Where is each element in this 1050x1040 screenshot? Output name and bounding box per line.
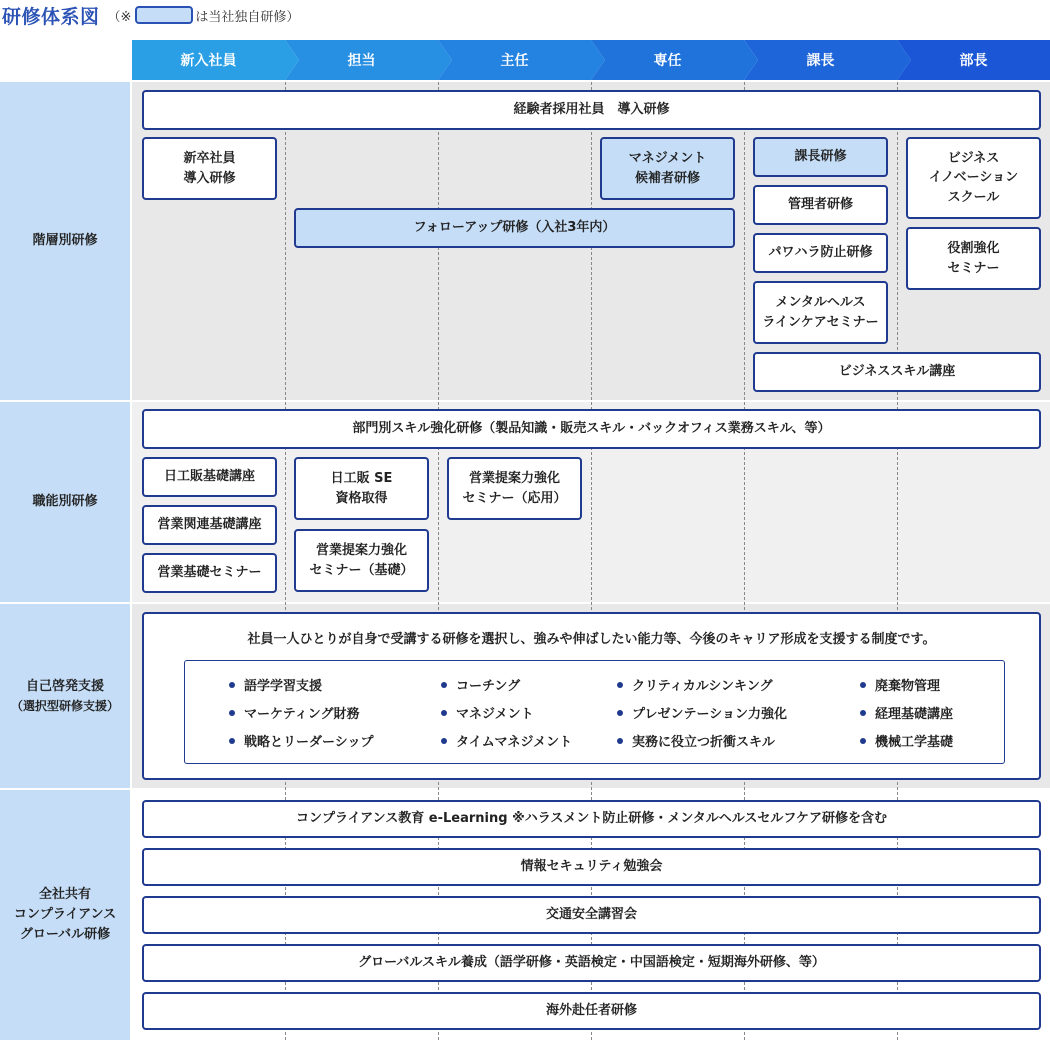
header-level-bucho: 部長 <box>959 53 988 69</box>
row-label-zensha-line: グローバル研修 <box>19 927 111 943</box>
row-label-zensha <box>0 790 130 1040</box>
header-level-sennin: 専任 <box>653 53 682 69</box>
list-item: 機械工学基礎 <box>860 731 953 750</box>
training-label-line: スクール <box>947 189 1000 205</box>
training-eigyo-kiso-seminar <box>142 553 277 593</box>
training-mental-health <box>753 281 888 344</box>
list-item: 語学学習支援 <box>229 675 322 694</box>
bullet-icon <box>860 682 866 688</box>
training-business-innovation <box>906 137 1041 219</box>
training-label: 部門別スキル強化研修（製品知識・販売スキル・バックオフィス業務スキル、等） <box>352 421 831 437</box>
training-label: 情報セキュリティ勉強会 <box>520 859 663 875</box>
bullet-icon <box>617 738 623 744</box>
training-nikko-kiso <box>142 457 277 497</box>
training-label: 営業関連基礎講座 <box>157 517 262 533</box>
header-level-shinnyu: 新入社員 <box>180 53 237 69</box>
header-level-tanto: 担当 <box>347 53 376 69</box>
training-label-line: 導入研修 <box>183 170 236 186</box>
legend-swatch <box>135 6 193 24</box>
training-label: フォローアップ研修（入社3年内） <box>413 220 616 236</box>
bullet-icon <box>617 710 623 716</box>
title-note-close: は当社独自研修） <box>195 9 300 25</box>
training-label-line: ラインケアセミナー <box>762 314 879 330</box>
training-label-line: 日工販 SE <box>330 471 393 486</box>
bullet-icon <box>229 682 235 688</box>
training-compliance-elearning <box>142 800 1041 838</box>
training-follow-up <box>294 208 735 248</box>
row-label-kaiso-text: 階層別研修 <box>32 232 98 248</box>
training-label: 管理者研修 <box>787 197 853 213</box>
jiko-description: 社員一人ひとりが自身で受講する研修を選択し、強みや伸ばしたい能力等、今後のキャリア形成を支援する制度です。 <box>247 632 936 647</box>
training-keiken-donyu <box>142 90 1041 130</box>
bullet-icon <box>441 682 447 688</box>
training-business-skill <box>753 352 1041 392</box>
title-note-open: （※ <box>107 9 132 25</box>
training-teian-oyo <box>447 457 582 520</box>
training-label-line: セミナー <box>947 260 1000 276</box>
training-overseas-assignee <box>142 992 1041 1030</box>
row-label-jiko <box>0 604 130 788</box>
title-note <box>108 6 300 25</box>
list-item: クリティカルシンキング <box>617 675 773 694</box>
training-shinsotsu-donyu <box>142 137 277 200</box>
training-label-line: 新卒社員 <box>183 151 236 166</box>
bullet-icon <box>441 738 447 744</box>
header-level-shunin: 主任 <box>500 53 529 69</box>
training-label-line: 候補者研修 <box>634 170 700 186</box>
list-item: 戦略とリーダーシップ <box>229 731 373 750</box>
list-item: コーチング <box>441 675 520 694</box>
training-global-skill <box>142 944 1041 982</box>
bullet-icon <box>617 682 623 688</box>
training-label: ビジネススキル講座 <box>838 364 956 380</box>
training-label-line: ビジネス <box>947 150 1000 166</box>
training-label-line: 資格取得 <box>335 490 388 506</box>
training-label: 海外赴任者研修 <box>545 1003 637 1019</box>
training-pawahara <box>753 233 888 273</box>
bullet-icon <box>441 710 447 716</box>
training-label: 営業基礎セミナー <box>157 565 262 581</box>
training-label: 交通安全講習会 <box>545 907 637 923</box>
training-label: 経験者採用社員 導入研修 <box>513 102 670 118</box>
training-eigyo-kanren <box>142 505 277 545</box>
row-label-zensha-line: 全社共有 <box>38 886 91 902</box>
list-item: 経理基礎講座 <box>860 703 953 722</box>
training-label: パワハラ防止研修 <box>768 245 873 261</box>
row-label-jiko-text: 自己啓発支援 <box>25 678 104 694</box>
list-item: 実務に役立つ折衝スキル <box>617 731 775 750</box>
page-title <box>2 2 299 28</box>
bullet-icon <box>860 710 866 716</box>
jiko-keihatsu-panel <box>142 612 1041 780</box>
training-label: 日工販基礎講座 <box>163 469 255 485</box>
list-item: タイムマネジメント <box>441 731 572 750</box>
list-item: 廃棄物管理 <box>860 675 940 694</box>
row-label-shokuno-text: 職能別研修 <box>32 493 98 509</box>
training-label: 課長研修 <box>794 149 847 165</box>
list-item: マーケティング財務 <box>229 703 359 722</box>
training-label-line: 営業提案力強化 <box>468 471 560 486</box>
training-management-kohosha <box>600 137 735 200</box>
training-kacho <box>753 137 888 177</box>
training-label: コンプライアンス教育 e-Learning ※ハラスメント防止研修・メンタルヘルスセルフケア研修を含む <box>295 811 888 827</box>
training-teian-kiso <box>294 529 429 592</box>
row-label-zensha-line: コンプライアンス <box>13 906 117 922</box>
level-header <box>132 40 1050 80</box>
jiko-course-list <box>184 660 1005 764</box>
row-label-shokuno <box>0 402 130 602</box>
header-level-kacho: 課長 <box>806 53 835 69</box>
bullet-icon <box>229 738 235 744</box>
training-kanrisha <box>753 185 888 225</box>
list-item: プレゼンテーション力強化 <box>617 703 787 722</box>
training-label-line: セミナー（基礎） <box>309 562 414 578</box>
training-bumon-skill <box>142 409 1041 449</box>
bullet-icon <box>860 738 866 744</box>
training-info-security <box>142 848 1041 886</box>
training-nikko-se <box>294 457 429 520</box>
training-label-line: 役割強化 <box>947 241 1000 256</box>
training-label-line: 営業提案力強化 <box>315 543 407 558</box>
training-yakuwari-kyoka <box>906 227 1041 290</box>
training-label-line: メンタルヘルス <box>775 295 866 310</box>
training-traffic-safety <box>142 896 1041 934</box>
training-label-line: セミナー（応用） <box>462 490 567 506</box>
training-label-line: マネジメント <box>628 151 707 166</box>
row-label-kaiso <box>0 82 130 400</box>
list-item: マネジメント <box>441 703 534 722</box>
title-main: 研修体系図 <box>2 5 100 28</box>
bullet-icon <box>229 710 235 716</box>
training-label: グローバルスキル養成（語学研修・英語検定・中国語検定・短期海外研修、等） <box>358 955 825 971</box>
row-label-jiko-sub: （選択型研修支援） <box>10 698 119 713</box>
training-label-line: イノベーション <box>928 170 1019 186</box>
